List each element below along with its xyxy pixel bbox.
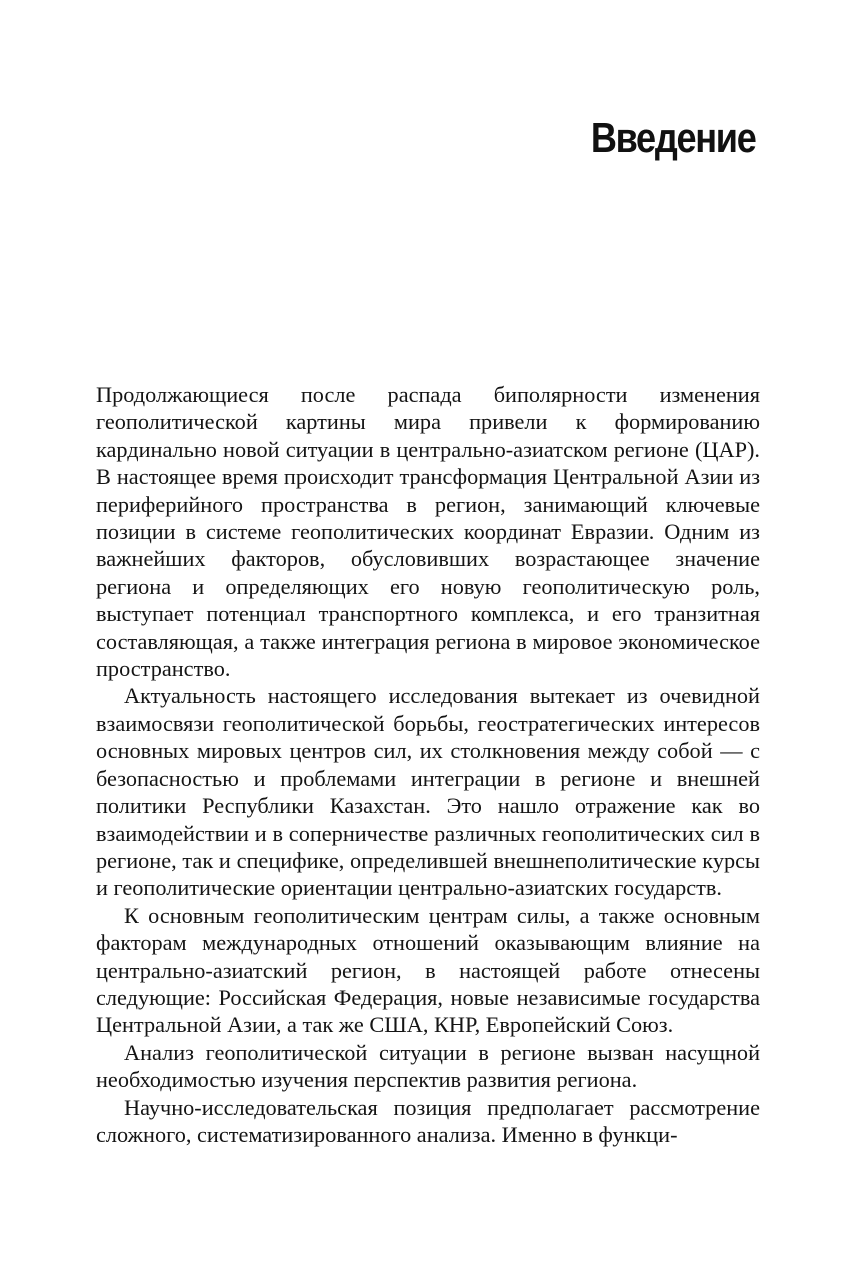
paragraph-2: Актуальность настоящего исследования вытекает из очевидной взаимосвязи геополитической борьбы, геостратегических интересов основных мировых центров сил, их столкновения между собой — с безопасностью и проблемами интеграции в регионе и внешней политики Республики Казахстан. Это нашло отражение как во взаимодействии и в соперничестве различных геополитических сил в регионе, так и специфике, определившей внешнеполитические курсы и геополитические ориентации центрально-азиатских государств. <box>96 683 760 901</box>
paragraph-5: Научно-исследовательская позиция предполагает рассмотрение сложного, систематизированного анализа. Именно в функци- <box>96 1094 760 1147</box>
page-title: Введение <box>591 114 756 161</box>
paragraph-1: Продолжающиеся после распада биполярности изменения геополитической картины мира привели к формированию кардинально новой ситуации в центрально-азиатском регионе (ЦАР). В настоящее время происходит трансформация Центральной Азии из периферийного пространства в регион, занимающий ключевые позиции в системе геополитических координат Евразии. Одним из важнейших факторов, обусловивших возрастающее значение региона и определяющих его новую геополитическую роль, выступает потенциал транспортного комплекса, и его транзитная составляющая, а также интеграция региона в мировое экономическое пространство. <box>96 382 760 682</box>
paragraph-4: Анализ геополитической ситуации в регионе вызван насущной необходимостью изучения перспектив развития региона. <box>96 1039 760 1093</box>
paragraph-3: К основным геополитическим центрам силы, а также основным факторам международных отношений оказывающим влияние на центрально-азиатский регион, в настоящей работе отнесены следующие: Российская Федерация, новые независимые государства Центральной Азии, а так же США, КНР, Европейский Союз. <box>96 902 760 1038</box>
body-text <box>96 381 760 1148</box>
